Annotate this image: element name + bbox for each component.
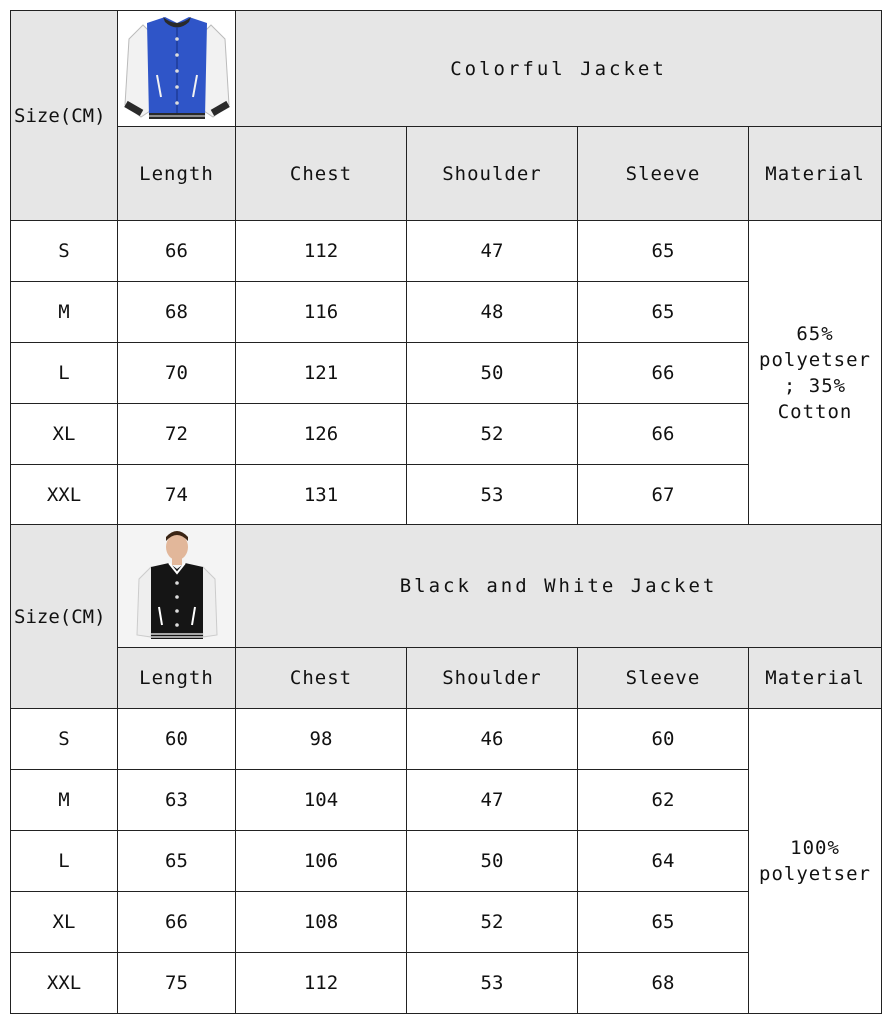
chest-cell: 116 <box>236 282 407 343</box>
shoulder-cell: 50 <box>407 831 578 892</box>
header-length: Length <box>118 127 236 221</box>
chest-cell: 112 <box>236 221 407 282</box>
black-white-jacket-title: Black and White Jacket <box>236 525 882 648</box>
size-cell: M <box>11 770 118 831</box>
length-cell: 68 <box>118 282 236 343</box>
length-cell: 66 <box>118 892 236 953</box>
chest-cell: 104 <box>236 770 407 831</box>
colorful-jacket-title: Colorful Jacket <box>236 11 882 127</box>
header-length: Length <box>118 648 236 709</box>
material-line: polyetser <box>759 863 871 885</box>
sleeve-cell: 60 <box>578 709 749 770</box>
size-cm-label: Size(CM) <box>11 525 118 709</box>
header-sleeve: Sleeve <box>578 648 749 709</box>
shoulder-cell: 53 <box>407 465 578 525</box>
header-material: Material <box>749 127 882 221</box>
sleeve-cell: 62 <box>578 770 749 831</box>
man-in-jacket-icon <box>127 527 227 645</box>
size-cell: M <box>11 282 118 343</box>
shoulder-cell: 53 <box>407 953 578 1014</box>
material-cell <box>749 709 882 1014</box>
shoulder-cell: 47 <box>407 770 578 831</box>
length-cell: 75 <box>118 953 236 1014</box>
length-cell: 66 <box>118 221 236 282</box>
black-white-jacket-size-table <box>10 524 882 1014</box>
size-cell: XL <box>11 892 118 953</box>
colorful-jacket-image <box>118 11 236 127</box>
shoulder-cell: 52 <box>407 404 578 465</box>
size-cell: L <box>11 343 118 404</box>
table-row <box>11 709 882 770</box>
chest-cell: 98 <box>236 709 407 770</box>
blue-jacket-icon <box>123 13 231 125</box>
black-white-jacket-image <box>118 525 236 648</box>
chest-cell: 126 <box>236 404 407 465</box>
size-cell: S <box>11 221 118 282</box>
material-line: polyetser <box>759 348 871 371</box>
size-cell: XL <box>11 404 118 465</box>
chest-cell: 112 <box>236 953 407 1014</box>
chest-cell: 106 <box>236 831 407 892</box>
header-row <box>11 127 882 221</box>
material-line: 100% <box>790 837 840 859</box>
header-material: Material <box>749 648 882 709</box>
length-cell: 63 <box>118 770 236 831</box>
sleeve-cell: 65 <box>578 282 749 343</box>
sleeve-cell: 64 <box>578 831 749 892</box>
length-cell: 74 <box>118 465 236 525</box>
shoulder-cell: 50 <box>407 343 578 404</box>
size-chart-sheet <box>10 10 881 1014</box>
size-cell: XXL <box>11 465 118 525</box>
header-shoulder: Shoulder <box>407 648 578 709</box>
sleeve-cell: 65 <box>578 892 749 953</box>
length-cell: 65 <box>118 831 236 892</box>
shoulder-cell: 46 <box>407 709 578 770</box>
shoulder-cell: 47 <box>407 221 578 282</box>
sleeve-cell: 67 <box>578 465 749 525</box>
sleeve-cell: 65 <box>578 221 749 282</box>
header-sleeve: Sleeve <box>578 127 749 221</box>
material-cell <box>749 221 882 525</box>
sleeve-cell: 68 <box>578 953 749 1014</box>
length-cell: 72 <box>118 404 236 465</box>
header-chest: Chest <box>236 648 407 709</box>
length-cell: 60 <box>118 709 236 770</box>
chest-cell: 108 <box>236 892 407 953</box>
header-shoulder: Shoulder <box>407 127 578 221</box>
shoulder-cell: 52 <box>407 892 578 953</box>
colorful-jacket-size-table <box>10 10 882 525</box>
chest-cell: 121 <box>236 343 407 404</box>
material-line: 65% <box>796 322 834 345</box>
length-cell: 70 <box>118 343 236 404</box>
sleeve-cell: 66 <box>578 404 749 465</box>
table-row <box>11 221 882 282</box>
sleeve-cell: 66 <box>578 343 749 404</box>
size-cm-label: Size(CM) <box>11 11 118 221</box>
material-line: ; 35% <box>783 374 847 397</box>
material-line: Cotton <box>777 400 853 423</box>
size-cell: XXL <box>11 953 118 1014</box>
size-cell: L <box>11 831 118 892</box>
size-cell: S <box>11 709 118 770</box>
header-row <box>11 648 882 709</box>
shoulder-cell: 48 <box>407 282 578 343</box>
chest-cell: 131 <box>236 465 407 525</box>
header-chest: Chest <box>236 127 407 221</box>
